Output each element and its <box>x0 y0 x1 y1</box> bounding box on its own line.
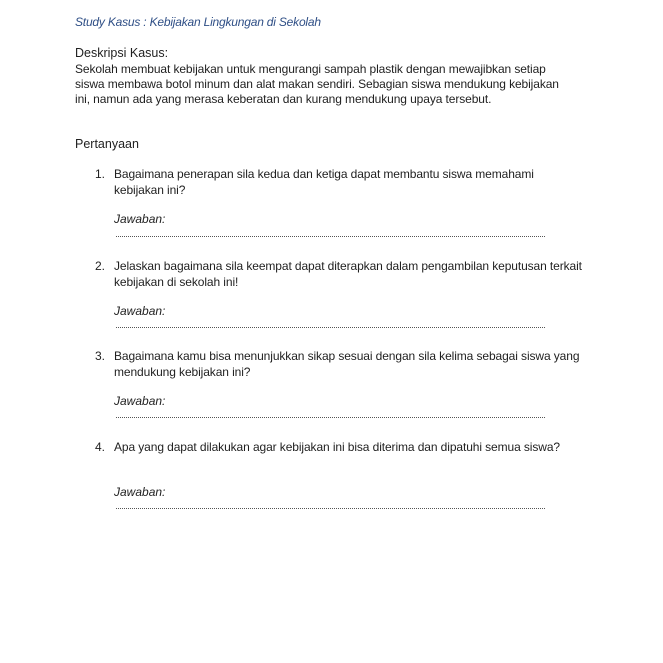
answer-label: Jawaban: <box>114 485 166 499</box>
document-title: Study Kasus : Kebijakan Lingkungan di Sekolah <box>75 15 321 29</box>
question-number: 3. <box>95 349 106 363</box>
answer-label: Jawaban: <box>114 394 166 408</box>
answer-label: Jawaban: <box>114 304 166 318</box>
question-number: 4. <box>95 440 106 454</box>
answer-label: Jawaban: <box>114 212 166 226</box>
answer-line[interactable] <box>116 508 545 509</box>
question-number: 1. <box>95 167 106 181</box>
answer-line[interactable] <box>116 236 545 237</box>
question-text: Apa yang dapat dilakukan agar kebijakan ini bisa diterima dan dipatuhi semua siswa? <box>114 440 560 454</box>
question-text: Bagaimana kamu bisa menunjukkan sikap sesuai dengan sila kelima sebagai siswa yang mendukung kebijakan ini? <box>114 349 580 379</box>
question-number: 2. <box>95 259 106 273</box>
answer-line[interactable] <box>116 417 545 418</box>
answer-line[interactable] <box>116 327 545 328</box>
description-text: Sekolah membuat kebijakan untuk mengurangi sampah plastik dengan mewajibkan setiap siswa membawa botol minum dan alat makan sendiri. Sebagian siswa mendukung kebijakan ini, namun ada yang merasa keberatan dan kurang mendukung upaya tersebut. <box>75 62 559 106</box>
question-text: Jelaskan bagaimana sila keempat dapat diterapkan dalam pengambilan keputusan terkait kebijakan di sekolah ini! <box>114 259 582 289</box>
questions-heading: Pertanyaan <box>75 137 139 151</box>
question-text: Bagaimana penerapan sila kedua dan ketiga dapat membantu siswa memahami kebijakan ini? <box>114 167 534 197</box>
description-heading: Deskripsi Kasus: <box>75 46 169 60</box>
